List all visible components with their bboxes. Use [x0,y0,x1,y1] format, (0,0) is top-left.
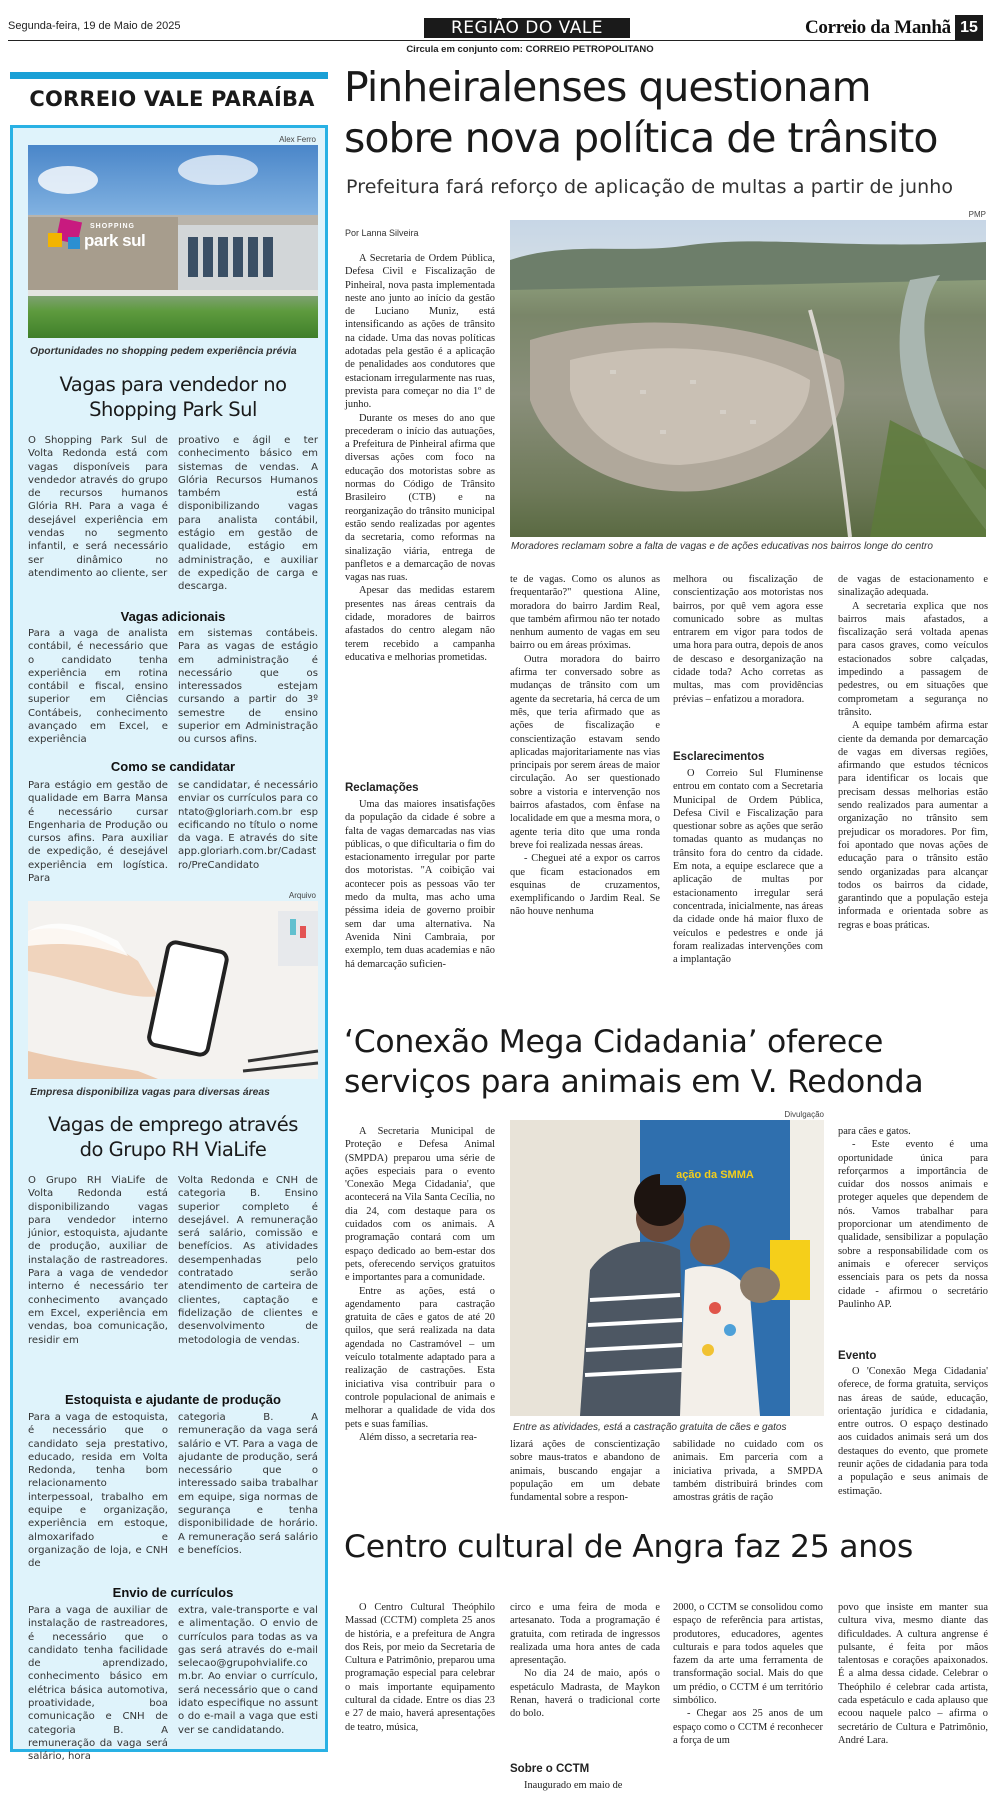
paragraph: A Secretaria de Ordem Pública, Defesa Civil e Fiscalização de Pinheiral, nova pasta implementada neste ano junto ao início da gestão de Luciano Muniz, está intensificando as ações de trânsito na cidade. Uma das novas políticas adotadas pela gestão é a aplicação de penalidades aos condutores que estacionam irregularmente nas ruas, prevista para começar no dia 1º de junho. [345,253,495,411]
article-text: Volta Redonda e CNH de categoria B. Ensino superior completo é desejável. A remuneração será salário, comissão e benefícios. As atividades desempenhadas pelo contratado serão atendimento de carteira de clientes, captação e fidelização de clientes e desenvolvimento de metodologia de vendas. [178,1175,318,1346]
article-title-line2: Shopping Park Sul [89,398,257,421]
paragraph: - Este evento é uma oportunidade única para reforçarmos a importância de cuidar dos nossos animais e proteger aqueles que dependem de nós. Vamos trabalhar para proporcionar um atendimento de qualidade, sensibilizar a população sobre a responsabilidade com os animais e oferecer serviços essenciais para os pets da nossa cidade - afirmou o secretário Paulinho AP. [838,1139,988,1310]
headline-line1: ‘Conexão Mega Cidadania’ oferece [344,1024,884,1060]
article-title-line2: do Grupo RH ViaLife [79,1138,267,1161]
paragraph: Durante os meses do ano que precederam o início das autuações, a Prefeitura de Pinheiral afirma que diversas ações com foco na educação dos motoristas sobre as normas do Código de Trânsito Brasileiro (CTB) e na reorganização do trânsito municipal estão sendo realizadas por agentes da secretaria, como reformas na sinalização viária, entrega de panfletos e a demarcação de novas vagas nas ruas. [345,412,495,584]
paragraph: Uma das maiores insatisfações da população da cidade é sobre a falta de vagas demarcadas nas vias públicas, o que dificultaria o fim do estacionamento irregular por parte dos motoristas. "A coibição vai acontecer pois as pessoas vão ter medo da multa, mas acho uma péssima ideia de governo proibir sem dar uma alternativa. Na Avenida Nini Cambraia, por exemplo, tem duas academias e não há demarcação suficien- [345,799,495,970]
section-subhead: Evento [838,1350,877,1362]
article-column [345,1125,495,1501]
article-text: em sistemas contábeis. Para as vagas de estágio em administração é necessário que os interessados estejam cursando a partir do 3º semestre de ensino superior em Administração ou cursos afins. [178,628,318,746]
article-column [673,767,823,1000]
photo-credit: PMP [968,210,986,219]
paragraph: Apesar das medidas estarem presentes nas áreas centrais da cidade, moradores de bairros afastados do centro alegam não terem recebido a campanha educativa e melhorias prometidas. [345,585,495,663]
photo-caption: Empresa disponibiliza vagas para diversas áreas [30,1087,270,1098]
headline-line1: Pinheiralenses questionam [344,63,871,111]
article-subhead: Envio de currículos [112,1585,234,1600]
aerial-photo [510,220,986,537]
paragraph: melhora ou fiscalização de conscientização aos motoristas nos bairros, por quê vem agora esse comunicado sobre as multas entrarem em vigor para todos de uma hora para outra, depois de anos de descaso e desorganização na cidade toda? Acho corretas as multas, mas com providências prévias – enfatizou a moradora. [673,574,823,705]
paragraph: para cães e gatos. [838,1126,911,1137]
paragraph: A secretaria explica que nos bairros mais afastados, a fiscalização será voltada apenas para casos graves, como veículos estacionados sobre calçadas, impedindo a passagem de pedestres, ou em situações que comprometam a segurança no trânsito. [838,600,988,718]
shopping-sign-main: park sul [84,231,146,250]
article-title [28,1112,318,1162]
sidebar-title: CORREIO VALE PARAÍBA [29,87,315,111]
header-brand: Correio da Manhã [805,17,951,38]
article-text: O Shopping Park Sul de Volta Redonda está com vagas disponíveis para vendedor através do grupo de recursos humanos Glória RH. Para a vaga é desejável experiência em vendas no segmento infantil, e será necessário ser dinâmico no atendimento ao cliente, ser [28,435,168,579]
article-column [510,1779,660,1795]
paragraph: sabilidade no cuidado com os animais. Em parceria com a iniciativa privada, a SMPDA também distribuirá brindes com amostras grátis de ração [673,1439,823,1504]
shopping-sign-top: SHOPPING [90,223,135,230]
article-column [345,798,495,1000]
paragraph: O Centro Cultural Theóphilo Massad (CCTM) completa 25 anos de história, e a prefeitura de Angra dos Reis, por meio da Secretaria de Cultura e Patrimônio, preparou uma programação especial para celebrar o mais importante equipamento cultural da cidade. Entre os dias 23 e 27 de maio, haverá apresentações de teatro, música, [345,1602,495,1733]
aerial-illustration [510,220,986,537]
photo-caption: Entre as atividades, está a castração gratuita de cães e gatos [513,1422,787,1433]
header-subline: Circula em conjunto com: CORREIO PETROPOLITANO [406,44,654,55]
article-text: Para estágio em gestão de qualidade em Barra Mansa é necessário cursar Engenharia de Produção ou cursos afins. Para auxiliar de expedição, é desejável experiência em logística. Para [28,780,168,885]
article-text: proativo e ágil e ter conhecimento básico em sistemas de vendas. A Glória Recursos Humanos também está disponibilizando vagas para analista contábil, estágio em gestão de qualidade, estágio em administração, e auxiliar de expedição de carga e descarga. [178,435,318,593]
paragraph: Outra moradora do bairro afirma ter conversado sobre as mudanças de trânsito com um agente da secretaria, há cerca de um mês, que teria afirmado que as ações de fiscalização e conscientização estavam sendo aplicadas majoritariamente nas vias principais por serem áreas de maior circulação. Ao ser questionado sobre a vistoria e intervenção nos bairros afastados, com ênfase na localidade em que a mesma mora, o agente teria dito que uma ronda breve foi realizada nessas áreas. [510,653,660,851]
photo-banner: ação da SMMA [660,1165,770,1185]
photo-credit: Arquivo [288,891,316,900]
article-subhead: Estoquista e ajudante de produção [65,1392,281,1407]
page-number: 15 [955,15,983,41]
paragraph: No dia 24 de maio, após o espetáculo Madrasta, de Maykon Renan, haverá o tradicional corte do bolo. [510,1668,660,1720]
paragraph: O Correio Sul Fluminense entrou em contato com a Secretaria Municipal de Ordem Pública, Defesa Civil e Fiscalização para questionar sobre as ações que serão tomadas quanto as mudanças no trânsito fora do centro da cidade. Em nota, a equipe esclarece que a aplicação de multas por estacionamento irregular será concentrada, inicialmente, nas áreas da cidade onde há maior fluxo de veículos e pedestres e onde já foram realizadas intervenções com a implantação [673,768,823,966]
headline [344,62,999,164]
article-text: categoria B. A remuneração da vaga será salário e VT. Para a vaga de ajudante de produção, será necessário que o interessado saiba trabalhar em equipe, siga normas de segurança e tenha disponibilidade de horário. A remuneração será salário e benefícios. [178,1412,318,1556]
article-column [345,1601,495,1791]
photo-caption: Oportunidades no shopping pedem experiência prévia [30,346,297,357]
article-subhead: Vagas adicionais [120,609,226,624]
article-column [838,1601,988,1795]
article-title-line1: Vagas para vendedor no [59,373,287,396]
article-text: O Grupo RH ViaLife de Volta Redonda está disponibilizando vagas para vendedor interno júnior, estoquista, ajudante de produção, auxiliar de instalação de rastreadores. Para a vaga de vendedor interno é necessário ter conhecimento avançado em Excel, experiência em vendas, boa comunicação, residir em [28,1175,168,1346]
article-text: se candidatar, é necessário enviar os currículos para contato@gloriarh.com.br especificando no título o nome da vaga. E através do site app.gloriarh.com.br/Cadastro/PreCandidato [178,780,318,871]
paragraph: A Secretaria Municipal de Proteção e Defesa Animal (SMPDA) preparou uma série de ações especiais para o evento 'Conexão Mega Cidadania', que acontecerá na Vila Santa Cecília, no dia 24, com destaque para os cuidados com os animais. A programação contará com um espaço dedicado ao bem-estar dos pets, oferecendo serviços gratuitos e importantes para a comunidade. [345,1126,495,1284]
article-column [838,573,988,1000]
headline [344,1022,999,1102]
article-column [345,252,495,782]
section-subhead: Reclamações [345,782,419,794]
paragraph: 2000, o CCTM se consolidou como espaço de referência para artistas, produtores, educadores, agentes culturais e para todos aqueles que fazem da arte uma ferramenta de transformação social. Mais do que um prédio, o CCTM é um território simbólico. [673,1602,823,1707]
article-column [510,1601,660,1729]
headline-subtitle: Prefeitura fará reforço de aplicação de multas a partir de junho [346,176,954,198]
article-title-line1: Vagas de emprego através [48,1113,298,1136]
pet-photo [510,1120,824,1416]
paragraph: Inaugurado em maio de [524,1780,623,1791]
article-column [673,1438,823,1504]
paragraph: A equipe também afirma estar ciente da demanda por demarcação de vagas em diversas regiões, afirmando que estudos técnicos para identificar os locais que precisam dessas melhorias estão sendo realizados para aumentar a organização no trânsito sem prejudicar os moradores. Por fim, foi apontado que novas ações de educação para o trânsito estão sendo organizadas para alcançar todos os bairros da cidade, garantindo que a população esteja informada e orientada sobre as regras e boas práticas. [838,720,988,931]
shopping-photo [28,145,318,338]
header-rule [8,40,983,41]
headline: Centro cultural de Angra faz 25 anos [344,1529,913,1565]
page-header [0,0,1003,60]
header-section: REGIÃO DO VALE [424,18,630,38]
sidebar-title-rule [10,72,328,79]
paragraph: de vagas de estacionamento e sinalização adequada. [838,574,988,599]
article-text: extra, vale-transporte e vale alimentação. O envio de currículos para todas as vagas será através do e-mail selecao@grupohvialife.com.br. Ao enviar o currículo, será necessário que o candidato especifique no assunto do e-mail a vaga que estiver se candidatando. [178,1605,318,1736]
paragraph: - Chegar aos 25 anos de um espaço como o CCTM é reconhecer a força de um [673,1708,823,1746]
article-column [673,573,823,746]
article-title [28,372,318,422]
photo-caption: Moradores reclamam sobre a falta de vagas e de ações educativas nos bairros longe do centro [511,541,933,552]
byline: Por Lanna Silveira [345,228,419,238]
shopping-illustration [28,145,318,338]
photo-credit: Alex Ferro [279,135,316,144]
paragraph: O 'Conexão Mega Cidadania' oferece, de forma gratuita, serviços nas áreas de saúde, educação, orientação jurídica e cidadania, entre outros. O espaço destinado aos cuidados animais será um dos destaques do evento, que promete reunir ações de cidadania para toda a população e seus animais de estimação. [838,1366,988,1497]
article-column [838,1365,988,1501]
paragraph: circo e uma feira de moda e artesanato. Toda a programação é gratuita, com retirada de ingressos realizada uma hora antes de cada apresentação. [510,1602,660,1667]
phone-illustration [28,901,318,1079]
article-text: Para a vaga de auxiliar de instalação de rastreadores, é necessário que o candidato tenha facilidade de aprendizado, conhecimento básico em elétrica básica automotiva, proatividade, boa comunicação e CNH de categoria B. A remuneração da vaga será salário, hora [28,1605,168,1763]
paragraph: - Cheguei até a expor os carros que ficam estacionados em esquinas de cruzamentos, exemplificando o Jardim Real. Se não houve nenhuma [510,853,660,918]
section-subhead: Sobre o CCTM [510,1763,590,1775]
article-column [838,1125,988,1350]
article-column [510,573,660,1000]
article-column [510,1438,660,1504]
section-subhead: Esclarecimentos [673,751,765,763]
headline-line2: sobre nova política de trânsito [344,114,938,162]
header-date: Segunda-feira, 19 de Maio de 2025 [8,20,181,32]
paragraph: Entre as ações, está o agendamento para castração gratuita de cães e gatos de até 20 quilos, que será realizada na data agendada no Castramóvel – um veículo totalmente adaptado para a realização de castrações. Esta iniciativa visa contribuir para o controle populacional de animais e melhorar a qualidade de vida dos pets e suas famílias. [345,1285,495,1430]
article-text: Para a vaga de estoquista, é necessário que o candidato seja prestativo, educado, resida em Volta Redonda, tenha bom relacionamento interpessoal, trabalho em equipe e organização, experiência em estoque, almoxarifado e organização de loja, e CNH de [28,1412,168,1570]
paragraph: te de vagas. Como os alunos as frequentarão?" questiona Aline, moradora do bairro Jardim Real, que também afirmou não ter notado nenhum aumento de vagas em seu bairro ou em áreas próximas. [510,574,660,652]
article-text: Para a vaga de analista contábil, é necessário que o candidato tenha experiência em rotina contábil e fiscal, ensino superior em Ciências Contábeis, conhecimento avançado em Excel, e experiência [28,628,168,746]
paragraph: lizará ações de conscientização sobre maus-tratos e abandono de animais, buscando engajar a população em um debate fundamental sobre a respon- [510,1439,660,1504]
paragraph: povo que insiste em manter sua cultura viva, mesmo diante das dificuldades. A cultura angrense é pulsante, é feita por mãos talentosas e corações apaixonados. É a alma dessa cidade. Celebrar o Theóphilo é celebrar cada artista, cada espetáculo e cada aplauso que ecoou naquele palco – afirma o secretário de Cultura e Patrimônio, André Lara. [838,1602,988,1746]
phone-photo [28,901,318,1079]
article-column [673,1601,823,1795]
paragraph: Além disso, a secretaria rea- [359,1431,477,1443]
article-subhead: Como se candidatar [110,759,236,774]
photo-credit: Divulgação [784,1110,824,1119]
headline-line2: serviços para animais em V. Redonda [344,1064,924,1100]
